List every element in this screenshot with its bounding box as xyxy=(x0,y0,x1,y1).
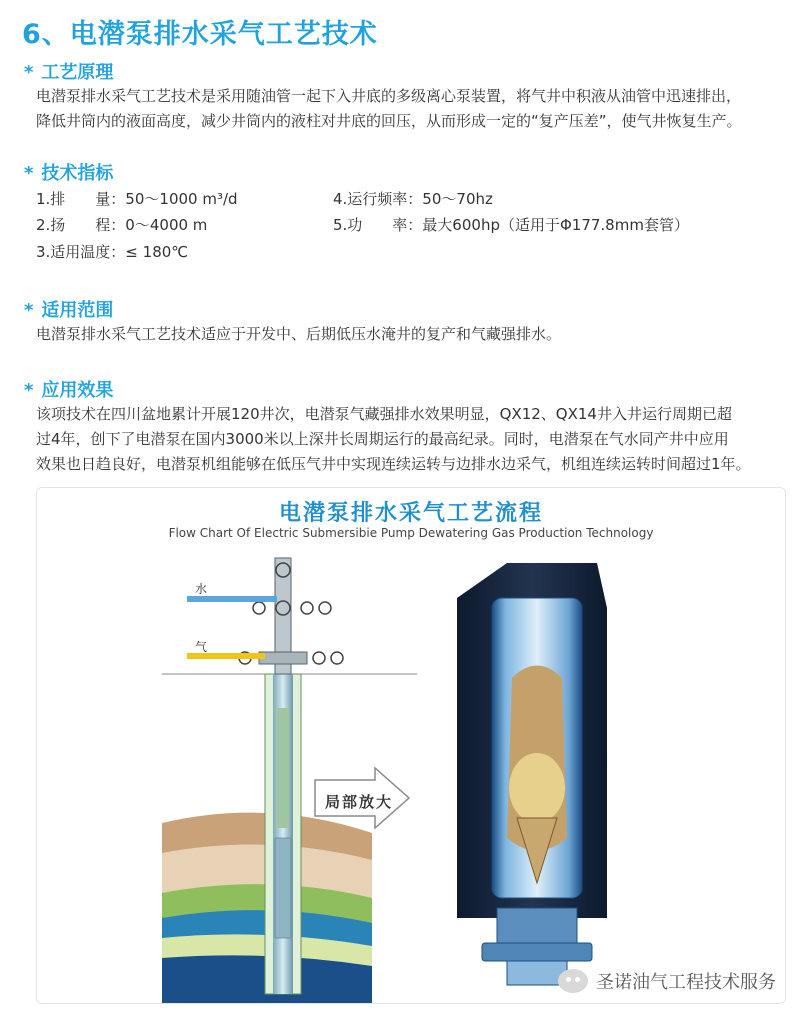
diagram-title: 电潜泵排水采气工艺流程 xyxy=(278,501,543,526)
spec-head: 2.扬 程：0～4000 m xyxy=(36,216,208,234)
section-heading-principle: * 工艺原理 xyxy=(24,62,114,83)
section-heading-results: * 应用效果 xyxy=(24,380,114,401)
spec-temperature: 3.适用温度：≤ 180℃ xyxy=(36,243,189,261)
section-heading-scope: * 适用范围 xyxy=(24,300,114,321)
process-illustration xyxy=(37,488,785,1003)
gas-label: 气 xyxy=(195,640,208,654)
watermark-text: 圣诺油气工程技术服务 xyxy=(596,972,776,993)
scope-text: 电潜泵排水采气工艺技术适应于开发中、后期低压水淹井的复产和气藏强排水。 xyxy=(36,325,562,343)
results-text: 该项技术在四川盆地累计开展120井次，电潜泵气藏强排水效果明显，QX12、QX14井入井运行周期已超 过4年，创下了电潜泵在国内3000米以上深井长周期运行的最高纪录。同时，电潜泵在气水同产井中应用 效果也日趋良好，电潜泵机组能够在低压气井中实现连续运转与边排水边采气，机组连续运转时间超过1年。 xyxy=(36,405,751,473)
page-title: 6、电潜泵排水采气工艺技术 xyxy=(22,19,378,50)
diagram-subtitle: Flow Chart Of Electric Submersibie Pump Dewatering Gas Production Technology xyxy=(168,526,654,540)
section-heading-specs: * 技术指标 xyxy=(24,163,114,184)
watermark xyxy=(558,968,776,994)
water-label: 水 xyxy=(195,582,208,596)
spec-power: 5.功 率：最大600hp（适用于Φ177.8mm套管） xyxy=(333,216,689,234)
process-diagram xyxy=(36,487,786,1004)
spec-flow: 1.排 量：50～1000 m³/d xyxy=(36,190,238,208)
principle-text: 电潜泵排水采气工艺技术是采用随油管一起下入井底的多级离心泵装置，将气井中积液从油管中迅速排出， 降低井筒内的液面高度，减少井筒内的液柱对井底的回压，从而形成一定的“复产压差”，使气井恢复生产。 xyxy=(36,87,742,130)
wechat-icon xyxy=(558,969,588,993)
magnify-label: 局部放大 xyxy=(325,793,394,811)
spec-frequency: 4.运行频率：50～70hz xyxy=(333,190,493,208)
